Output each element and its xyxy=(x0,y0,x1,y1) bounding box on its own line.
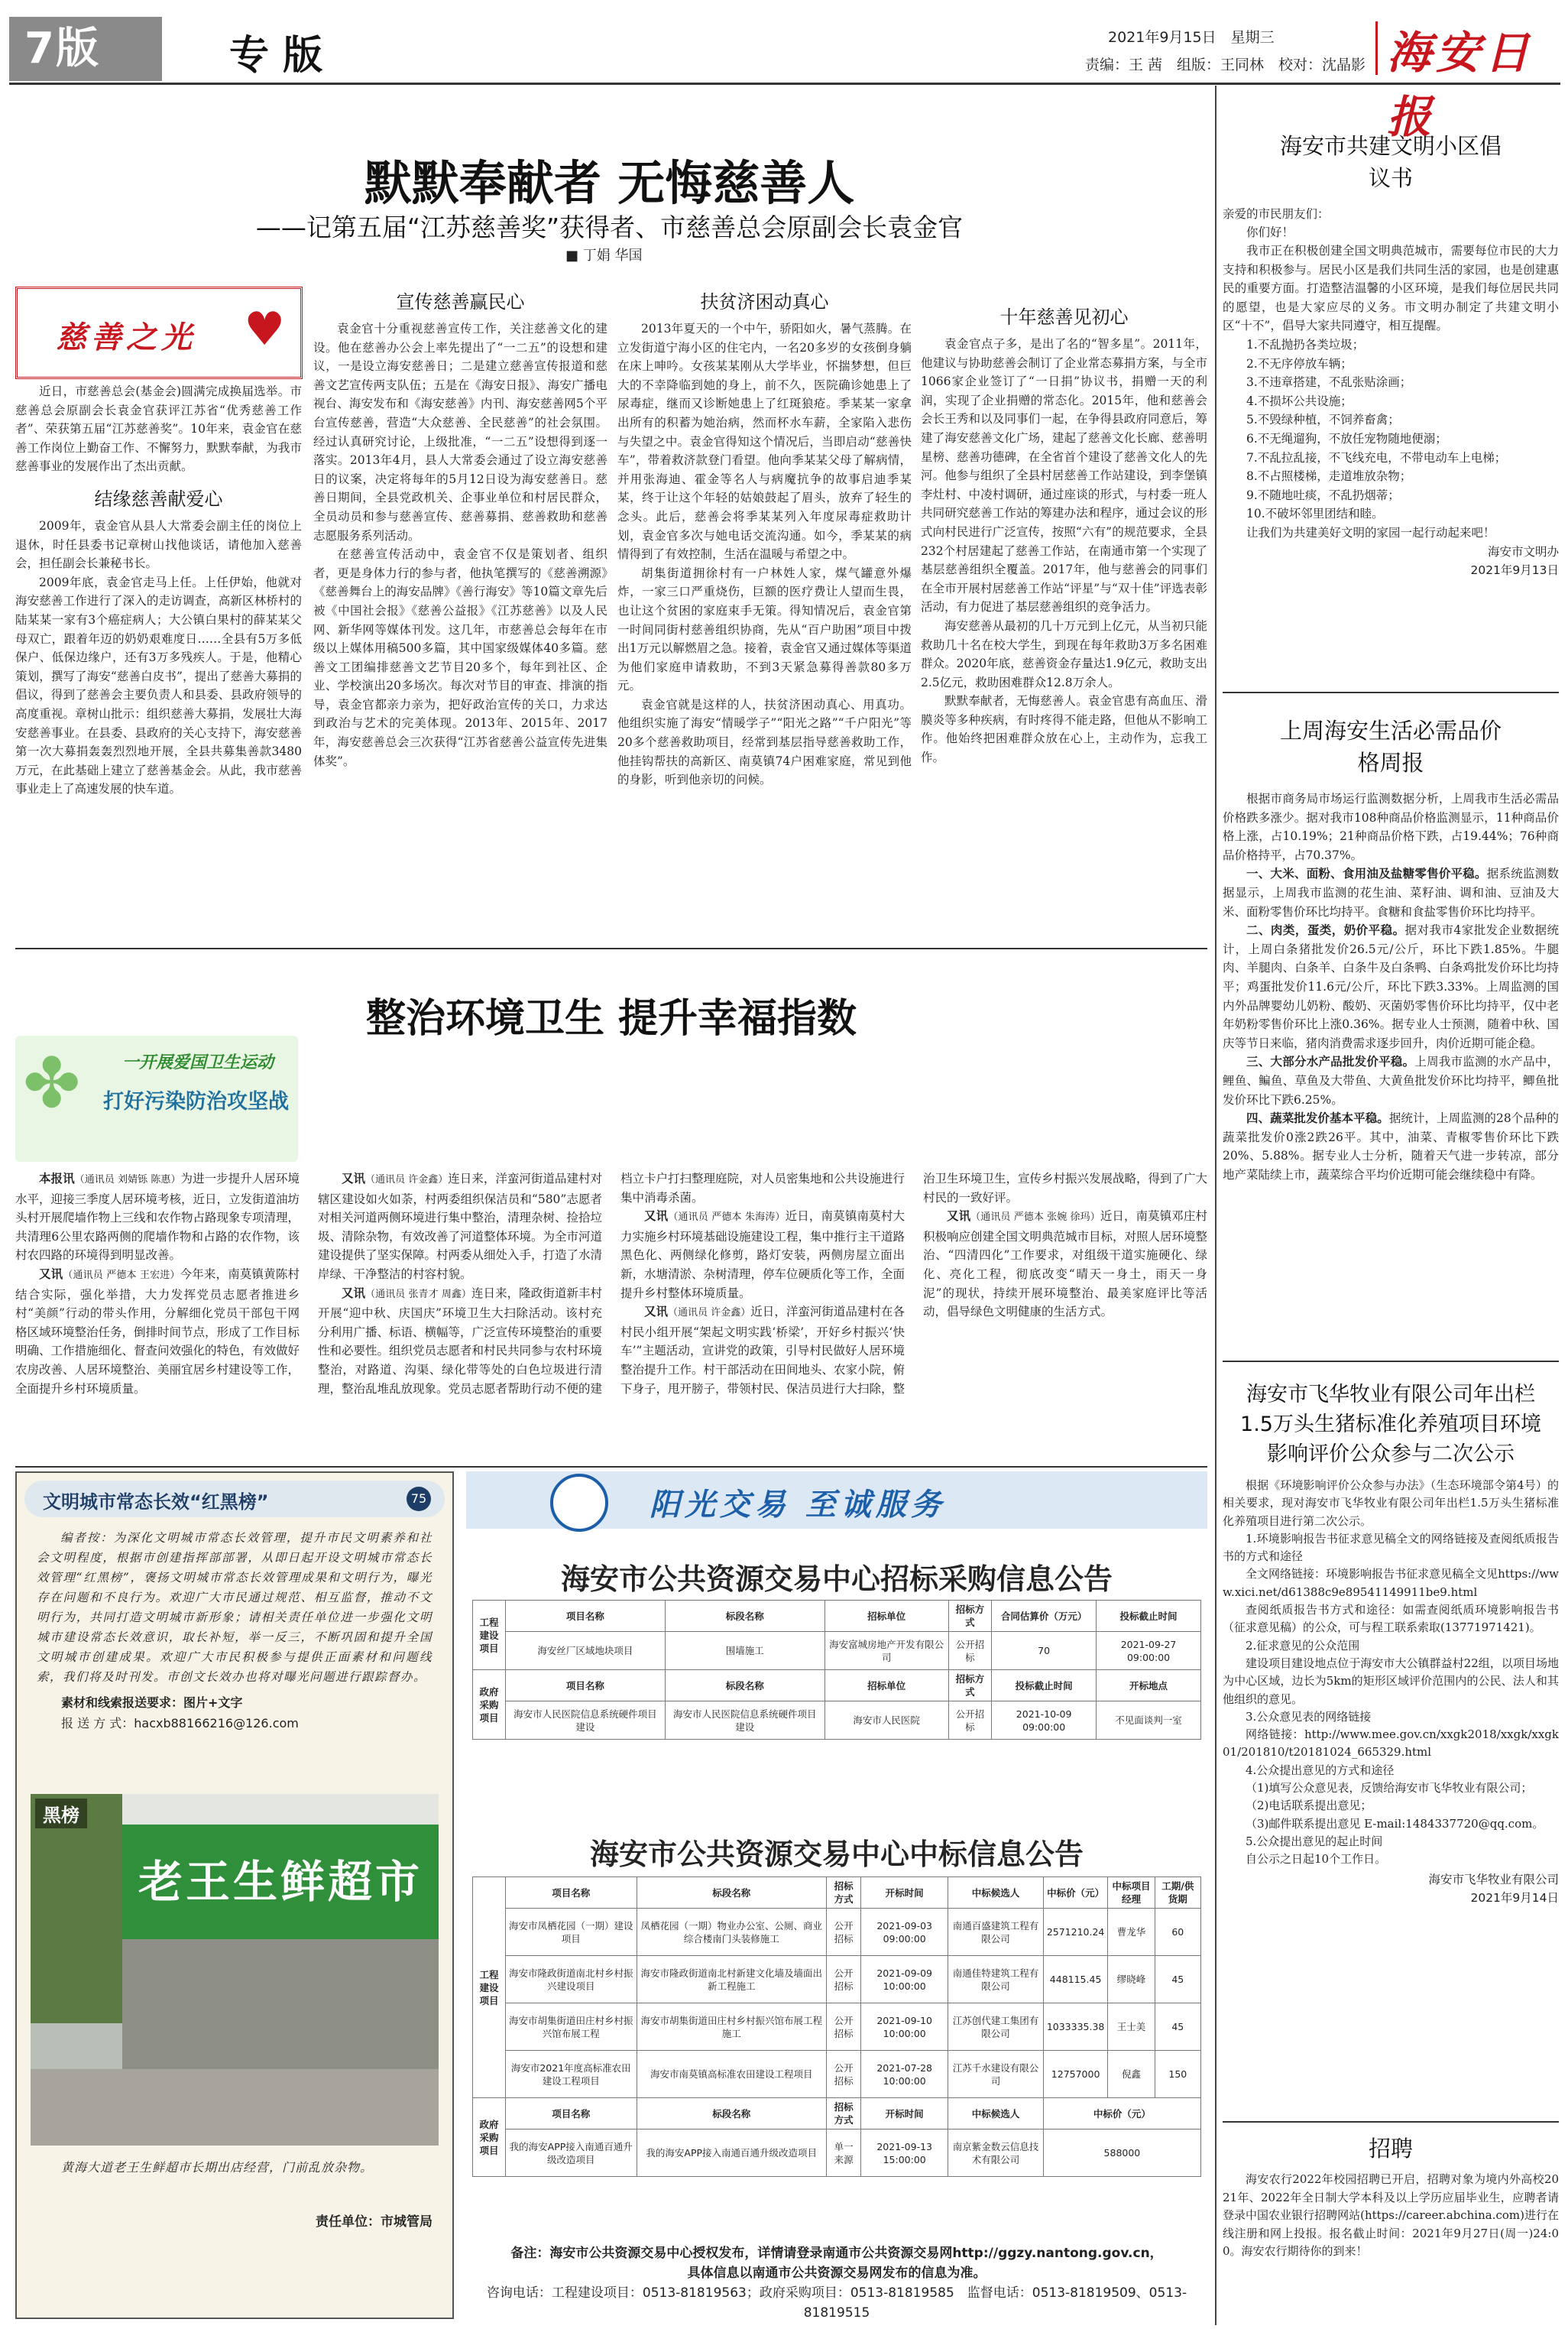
table-row xyxy=(473,2003,1201,2051)
editor-note: 编者按：为深化文明城市常态长效管理，提升市民文明素养和社会文明程度，根据市创建指挥部部署，从即日起开设文明城市常态长效管理“红黑榜”，褒扬文明城市常态长效管理成果和文明行为，曝光存在问题和不良行为。欢迎广大市民通过规范、相互监督，推动不文明行为，共同打造文明城市新形象；请相关责任单位进一步强化文明城市建设常态长效意识，取长补短，举一反三，不断巩固和提升全国文明城市创建成果。欢迎广大市民积极参与提供正面素材和问题线索，我们将及时刊发。市创文长效办也将对曝光问题进行跟踪督办。 xyxy=(37,1531,432,1684)
blackboard-number: 75 xyxy=(407,1487,431,1511)
black-list-photo xyxy=(31,1794,439,2146)
news-brief xyxy=(620,1207,905,1302)
cell: 缪晓峰 xyxy=(1108,1956,1155,2003)
paragraph xyxy=(1223,1053,1559,1109)
cell: 海安丝厂区域地块项目 xyxy=(506,1632,666,1670)
cell: 1033335.38 xyxy=(1043,2003,1108,2051)
paragraph: 2009年，袁金官从县人大常委会副主任的岗位上退休，时任县委书记章树山找他谈话，请他加入慈善会，担任副会长兼秘书长。 xyxy=(15,518,302,571)
cell: 2021-09-27 09:00:00 xyxy=(1097,1632,1201,1670)
cell: 曹龙华 xyxy=(1108,1909,1155,1956)
cell: 公开招标 xyxy=(948,1632,992,1670)
cell: 海安市胡集街道田庄村乡村振兴馆布展工程施工 xyxy=(637,2003,826,2051)
cell: 448115.45 xyxy=(1043,1956,1108,2003)
row-group-label: 工程建设项目 xyxy=(473,1601,506,1670)
list-item: 7.不乱拉乱接，不飞线充电，不带电动车上电梯； xyxy=(1246,450,1507,465)
cell: 王士美 xyxy=(1108,2003,1155,2051)
tender-table-wrap xyxy=(472,1600,1201,1740)
item-heading: 一、大米、面粉、食用油及盐糖零售价平稳。 xyxy=(1246,866,1487,881)
env-logo-line-2: 打好污染防治攻坚战 xyxy=(103,1090,289,1114)
section-heading-1: 结缘慈善献爱心 xyxy=(94,488,223,510)
list-item: 1.不乱抛扔各类垃圾； xyxy=(1246,337,1365,352)
cell: 2021-09-10 10:00:00 xyxy=(861,2003,948,2051)
table-row xyxy=(473,1909,1201,1956)
item-heading: 三、大部分水产品批发价平稳。 xyxy=(1246,1054,1415,1069)
cell: 45 xyxy=(1155,1956,1200,2003)
cell: 公开招标 xyxy=(948,1701,992,1740)
table-row xyxy=(473,2130,1201,2177)
column-header: 招标方式 xyxy=(948,1670,992,1701)
table-row xyxy=(473,2098,1201,2130)
cell: 南京紫金数云信息技术有限公司 xyxy=(948,2130,1044,2177)
paragraph: 袁金官点子多，是出了名的“智多星”。2011年，他建议与协助慈善会制订了企业常态募捐方案，与全市1066家企业签订了“一日捐”协议书，捐赠一天的利润，实现了企业捐赠的常态化。2015年，他和慈善会会长王秀和以及同事们一起，在争得县政府同意后，筹建了海安慈善文化广场，建起了慈善文化长廊、慈善明星榜、慈善功德碑，在全省首个建设了慈善文化人的先河。他参与组织了全县村居慈善工作站建设，到李堡镇李灶村、中凌村调研，通过座谈的形式，与村委一班人共同研究慈善工作站的筹建办法和程序，通过会议的形式向村民进行广泛宣传，按照“六有”的规范要求，全县232个村居建起了慈善工作站，在南通市第一个实现了基层慈善组织全覆盖。2017年，他与慈善会的同事们在全市开展村居慈善工作站“评星”与“双十佳”评选表彰活动，有力促进了基层慈善组织的竞争活力。 xyxy=(921,337,1207,615)
brief-text: 为进一步提升人居环境水平，迎接三季度人居环境考核，近日，立发街道油坊头村开展爬墙作物上三线和农作物占路现象专项清理，共清理6公里农路两侧的爬墙作物和占路的农作物，该村农四路的环境得到明显改善。 xyxy=(15,1172,300,1263)
cell: 海安市2021年度高标准农田建设工程项目 xyxy=(506,2051,637,2098)
trade-banner xyxy=(466,1471,1207,1529)
article-col-3 xyxy=(617,279,912,790)
paragraph xyxy=(1223,921,1559,1053)
column-header: 招标单位 xyxy=(824,1670,948,1701)
paragraph: 海安慈善从最初的几十万元到上亿元，从当初只能救助几十名在校大学生，到现在每年救助3万多名困难群众。2020年底，慈善资金存量达1.9亿元，救助支出2.5亿元，救助困难群众12.8万余人。 xyxy=(921,618,1207,689)
salutation: 亲爱的市民朋友们： xyxy=(1223,207,1330,221)
column-header: 开标时间 xyxy=(861,1877,948,1909)
cell: 45 xyxy=(1155,2003,1200,2051)
trade-slogan: 阳光交易 至诚服务 xyxy=(650,1487,946,1523)
column-header: 投标截止时间 xyxy=(1097,1601,1201,1632)
column-header: 投标截止时间 xyxy=(992,1670,1097,1701)
env-logo-line-1: 一开展爱国卫生运动 xyxy=(122,1053,274,1072)
charity-logo-text: 慈善之光 xyxy=(56,320,196,355)
brief-lead: 本报讯 xyxy=(39,1171,75,1186)
paragraph: 海安农行2022年校园招聘已开启，招聘对象为境内外高校2021年、2022年全日制大学本科及以上学历应届毕业生，应聘者请登录中国农业银行招聘网站(https://career.abchina.com)进行在线注册和网上投报。报名截止时间：2021年9月27日(周一)24:00。海安农行期待你的到来！ xyxy=(1223,2172,1559,2258)
brief-text: 连日来，洋蛮河街道品建村对辖区建设如火如荼，村两委组织保洁员和“580”志愿者对相关河道两侧环境进行集中整治，清理杂树、捡拾垃圾、清除杂物，有效改善了河道整体环境。为全市河道建设提供了坚实保障。村两委从细处入手，打造了水清岸绿、干净整洁的村容村貌。 xyxy=(318,1172,603,1281)
cell: 海安市人民医院 xyxy=(824,1701,948,1740)
column-header: 项目名称 xyxy=(506,1670,666,1701)
row-group-label: 政府采购项目 xyxy=(473,1670,506,1740)
brief-tag: （通讯员 严德本 王宏进） xyxy=(63,1269,180,1281)
brief-text: 近日，南莫镇南莫村大力实施乡村环境基础设施建设工程，集中推行主干道路黑色化、两侧绿化修剪，路灯安装，两侧房屋立面出新，水塘清淤、杂树清理，停车位硬质化等工作，全面提升乡村整体环境质量。 xyxy=(620,1209,905,1300)
sidebar-article-1 xyxy=(1223,130,1559,579)
column-header: 中标价（元） xyxy=(1043,1877,1108,1909)
paragraph: （3)邮件联系提出意见 E-mail:1484337720@qq.com。 xyxy=(1246,1816,1544,1831)
env-article-title: 整治环境卫生 提升幸福指数 xyxy=(365,995,857,1042)
paragraph: 在慈善宣传活动中，袁金官不仅是策划者、组织者，更是身体力行的参与者，他执笔撰写的《慈善溯源》《慈善舞台上的海安品牌》《善行海安》等10篇文章先后被《中国社会报》《慈善公益报》《江苏慈善》以及人民网、新华网等媒体刊发。这几年，市慈善总会每年在市级以上媒体用稿500多篇，其中国家级媒体40多篇。慈善文工团编排慈善文艺节目20多个，每年到社区、企业、学校演出20多场次。每次对节目的审查、排演的指导，袁金官都亲力亲为，把好政治宣传的关口，力求达到政治与艺术的完美体现。2013年、2015年、2017年，海安慈善总会三次获得“江苏省慈善公益宣传先进集体奖”。 xyxy=(313,547,607,768)
item-heading: 二、肉类，蛋类，奶价平稳。 xyxy=(1246,923,1405,938)
paragraph: 查阅纸质报告书方式和途径：如需查阅纸质环境影响报告书（征求意见稿）的公众，可与程工联系索取(13771971421)。 xyxy=(1223,1603,1559,1635)
paragraph: 自公示之日起10个工作日。 xyxy=(1246,1852,1387,1867)
submission-email: 报 送 方 式：hacxb88166216@126.com xyxy=(61,1716,299,1731)
paragraph: 让我们为共建美好文明的家园一起行动起来吧！ xyxy=(1246,525,1495,540)
sidebar-rule xyxy=(1223,2121,1559,2123)
signature: 海安市飞华牧业有限公司 xyxy=(1428,1872,1559,1886)
brief-lead: 又讯 xyxy=(342,1171,366,1186)
paragraph: 2009年底，袁金官走马上任。上任伊始，他就对海安慈善工作进行了深入的走访调查，高新区林桥村的陆某某一家有3个癌症病人；大公镇白果村的薛某某父母双亡，跟着年迈的奶奶艰难度日……全县有5万多低保户、低保边缘户，还有3万多残疾人。于是，他精心策划，撰写了海安“慈善白皮书”，提出了慈善大募捐的倡议，得到了慈善会主要负责人和县委、县政府领导的高度重视。章树山批示：组织慈善大募捐，发展壮大海安慈善事业。在县委、县政府的关心支持下，海安慈善第一次大募捐轰轰烈烈地开展，全县共募集善款3480万元，在此基础上建立了慈善基金会。从此，我市慈善事业走上了高速发展的快车道。 xyxy=(15,575,302,796)
brief-lead: 又讯 xyxy=(39,1266,63,1281)
brief-lead: 又讯 xyxy=(947,1208,971,1224)
rule-list xyxy=(1223,336,1559,524)
trade-footer xyxy=(466,2243,1207,2323)
cell: 不见面谈判一室 xyxy=(1097,1701,1201,1740)
paragraph: 根据《环境影响评价公众参与办法》（生态环境部令第4号）的相关要求，现对海安市飞华牧业有限公司年出栏1.5万头生猪标准化养殖项目进行第二次公示。 xyxy=(1223,1478,1559,1528)
section-heading-2: 宣传慈善赢民心 xyxy=(396,291,525,313)
cell: 海安市凤栖花园（一期）建设项目 xyxy=(506,1909,637,1956)
cell: 海安市隆政街道南北村乡村振兴建设项目 xyxy=(506,1956,637,2003)
paragraph: 全文网络链接：环境影响报告书征求意见稿全文见https://www.xici.net/d61388c9e89541149911be9.html xyxy=(1223,1567,1559,1599)
cell: 江苏千水建设有限公司 xyxy=(948,2051,1044,2098)
brief-tag: （通讯员 严德本 张婉 徐玛） xyxy=(970,1212,1100,1224)
env-logo xyxy=(15,1036,298,1162)
table-row xyxy=(473,2051,1201,2098)
paragraph: 3.公众意见表的网络链接 xyxy=(1246,1709,1372,1724)
header-rule xyxy=(9,83,1560,85)
header-divider xyxy=(1375,21,1378,75)
section-divider xyxy=(15,948,1207,949)
sidebar-rule xyxy=(1223,1361,1559,1362)
photo-road xyxy=(31,2069,439,2146)
brief-tag: （通讯员 张青才 周鑫） xyxy=(365,1288,471,1300)
brief-text: 近日，南莫镇邓庄村积极响应创建全国文明典范城市目标，对照人居环境整治、“四清四化”工作要求，对组级干道实施硬化、绿化、亮化工程，彻底改变“晴天一身土，雨天一身泥”的现状，持续开展环境整治、最美家庭评比等活动，倡导绿色文明健康的生活方式。 xyxy=(923,1209,1208,1319)
cell: 2571210.24 xyxy=(1043,1909,1108,1956)
column-header: 招标方式 xyxy=(826,2098,860,2130)
column-header: 项目名称 xyxy=(506,2098,637,2130)
table-row xyxy=(473,1670,1201,1701)
list-item: 9.不随地吐痰，不乱扔烟蒂； xyxy=(1246,488,1400,502)
cell: 海安市南莫镇高标准农田建设工程项目 xyxy=(637,2051,826,2098)
section-name: 专 版 xyxy=(229,32,323,79)
article-title: 默默奉献者 无悔慈善人 xyxy=(364,155,855,211)
blackboard-header xyxy=(24,1481,445,1517)
brief-tag: （通讯员 许金鑫） xyxy=(668,1307,751,1319)
cell: 南通百盛建筑工程有限公司 xyxy=(948,1909,1044,1956)
cell: 我的海安APP接入南通百通升级改造项目 xyxy=(506,2130,637,2177)
paragraph: 袁金官就是这样的人，扶贫济困动真心、用真功。他组织实施了海安“情暖学子”“阳光之路”“千户阳光”等20多个慈善救助项目，经常到基层指导慈善救助工作，他挂钩帮扶的高新区、南莫镇74户困难家庭，常见到他的身影，听到他亲切的问候。 xyxy=(617,697,912,787)
section-heading-4: 十年慈善见初心 xyxy=(999,307,1129,328)
column-header: 招标单位 xyxy=(824,1601,948,1632)
news-brief xyxy=(923,1207,1207,1322)
brief-text: 近日，洋蛮河街道品建村在各村民小组开展“架起文明实践‘桥梁’，开好乡村振兴‘快车’”主题活动，宣讲党的政策，引导村民做好人居环境整治提升工作。村干部活动在田间地头、农家小院，俯下身子，甩开膀子，带领村民、保洁员进行大扫除，整治卫生环境卫生，宣传乡村振兴发展战略，得到了广大村民的一致好评。 xyxy=(620,1172,1208,1396)
trade-ad xyxy=(466,1471,1207,2321)
page-number-tab xyxy=(9,17,162,81)
brief-text: 今年来，南莫镇黄陈村结合实际，强化举措，大力发挥党员志愿者推进乡村“美颜”行动的带头作用，分解细化党员干部包干网格区域环境整治任务，倒排时间节点，形成了工作目标明确、工作措施细化、督查问效强化的特色，有效做好农房改善、人居环境整治、美丽宜居乡村建设等工作，全面提升乡村环境质量。 xyxy=(15,1267,300,1396)
row-group-label: 工程建设项目 xyxy=(473,1877,506,2098)
column-header: 合同估算价（万元） xyxy=(992,1601,1097,1632)
tender-table xyxy=(472,1600,1201,1740)
cell: 2021-10-09 09:00:00 xyxy=(992,1701,1097,1740)
column-header: 项目名称 xyxy=(506,1601,666,1632)
paragraph: 我市正在积极创建全国文明典范城市，需要每位市民的大力支持和积极参与。居民小区是我们共同生活的家园，也是创建惠民的重要方面。打造整洁温馨的小区环境，是我们每位居民共同的愿望，也是大家应尽的义务。市文明办制定了共建文明小区“十不”，倡导大家共同遵守，相互提醒。 xyxy=(1223,244,1559,333)
news-brief xyxy=(15,1169,300,1265)
heart-icon: ♥ xyxy=(244,303,285,356)
paragraph: 袁金官十分重视慈善宣传工作，关注慈善文化的建设。他在慈善办公会上率先提出了“一二五”的设想和建议，一是设立海安慈善日；二是建立慈善宣传报道和慈善文艺宣传两支队伍；五是在《海安日报》、海安广播电视台、海安发布和《海安慈善》内刊、海安慈善网5个平台宣传慈善，营造“大众慈善、全民慈善”的社会氛围。经过认真研究讨论，上级批准，“一二五”设想得到逐一落实。2013年4月，县人大常委会通过了设立海安慈善日的议案，决定将每年的5月12日设为海安慈善日。慈善日期间，全县党政机关、企事业单位和村居民群众，全员动员和参与慈善宣传、慈善募捐、慈善救助和慈善志愿服务系列活动。 xyxy=(313,322,607,543)
news-brief xyxy=(318,1169,602,1284)
award-table xyxy=(472,1876,1201,2177)
paragraph: 1.环境影响报告书征求意见稿全文的网络链接及查阅纸质报告书的方式和途径 xyxy=(1223,1531,1559,1564)
env-article-body xyxy=(15,1169,1207,1460)
column-header: 开标时间 xyxy=(861,2098,948,2130)
column-header: 中标价（元） xyxy=(1043,2098,1200,2130)
signature-date: 2021年9月14日 xyxy=(1470,1890,1559,1905)
cell: 70 xyxy=(992,1632,1097,1670)
paragraph: 4.公众提出意见的方式和途径 xyxy=(1246,1763,1395,1777)
section-divider xyxy=(15,1466,1207,1468)
article-col-2 xyxy=(313,279,607,770)
sidebar-divider xyxy=(1215,86,1216,2325)
cell: 海安市人民医院信息系统硬件项目建设 xyxy=(506,1701,666,1740)
brief-text: 连日来，隆政街道新丰村开展“迎中秋、庆国庆”环境卫生大扫除活动。该村充分利用广播、标语、横幅等，广泛宣传环境整治的重要性和必要性。组织党员志愿者和村民共同参与农村环境整治，对路道、沟渠、绿化带等处的白色垃圾进行清理，整治乱堆乱放现象。党员志愿者帮助行动不便的建档立卡户打扫整理庭院，对人员密集地和公共设施进行集中消毒杀菌。 xyxy=(318,1172,905,1396)
trade-title-2: 海安市公共资源交易中心中标信息公告 xyxy=(589,1837,1084,1871)
article-subtitle: ——记第五届“江苏慈善奖”获得者、市慈善总会原副会长袁金官 xyxy=(255,212,964,242)
trade-footer-line: 具体信息以南通市公共资源交易网发布的信息为准。 xyxy=(687,2266,986,2281)
column-header: 中标候选人 xyxy=(948,1877,1044,1909)
black-list-label: 黑榜 xyxy=(35,1799,87,1828)
paragraph: 胡集街道拥徐村有一户林姓人家，煤气罐意外爆炸，一家三口严重烧伤，巨额的医疗费让人望而生畏，也让这个贫困的家庭束手无策。得知情况后，袁金官第一时间同街村慈善组织协商，先从“百户助困”项目中拨出1万元以解燃眉之急。接着，袁金官又通过媒体等渠道为他们家庭申请救助，不到3天紧急募得善款80多万元。 xyxy=(617,566,912,693)
blackboard-title: 文明城市常态长效“红黑榜” xyxy=(43,1491,269,1513)
paragraph: 根据市商务局市场运行监测数据分析，上周我市生活必需品价格跌多涨少。据对我市108种商品价格监测显示，11种商品价格上涨，占10.19%；21种商品价格下跌，占19.44%；76种商品价格持平，占70.37%。 xyxy=(1223,792,1559,862)
award-table-wrap xyxy=(472,1876,1201,2177)
brief-tag: （通讯员 严德本 朱海涛） xyxy=(668,1212,786,1224)
cell: 凤栖花园（一期）物业办公室、公厕、商业综合楼南门头装修施工 xyxy=(637,1909,826,1956)
brief-lead: 又讯 xyxy=(644,1304,669,1319)
article-col-1 xyxy=(15,382,302,799)
charity-column-logo xyxy=(15,287,303,379)
trade-emblem-icon xyxy=(550,1474,608,1532)
list-item: 10.不破坏邻里团结和睦。 xyxy=(1246,507,1384,521)
column-header: 标段名称 xyxy=(637,1877,826,1909)
list-item: 6.不无绳遛狗，不放任宠物随地便溺； xyxy=(1246,431,1447,446)
paragraph: 默默奉献者，无悔慈善人。袁金官患有高血压、滑膜炎等多种疾病，有时疼得不能走路，但他从不影响工作。他始终把困难群众放在心上，主动作为，忘我工作。 xyxy=(921,694,1207,765)
greeting: 你们好！ xyxy=(1246,225,1294,239)
issue-date: 2021年9月15日 星期三 xyxy=(1108,29,1275,46)
column-header: 开标地点 xyxy=(1097,1670,1201,1701)
paragraph: 2.征求意见的公众范围 xyxy=(1246,1638,1360,1653)
item-heading: 四、蔬菜批发价基本平稳。 xyxy=(1246,1111,1389,1126)
cell: 公开招标 xyxy=(826,1956,860,2003)
article-byline: ■ 丁娟 华国 xyxy=(565,248,643,264)
sidebar-article-3 xyxy=(1223,1380,1559,1907)
cell: 江苏创代建工集团有限公司 xyxy=(948,2003,1044,2051)
brief-lead: 又讯 xyxy=(644,1208,669,1224)
paragraph: 2013年夏天的一个中午，骄阳如火，暑气蒸腾。在立发街道宁海小区的住宅内，一名20多岁的女孩倒身躺在床上呻吟。女孩某某刚从大学毕业，怀揣梦想，但巨大的不幸降临到她的身上，前不久，医院确诊她患上了尿毒症，继而又诊断她患上了红斑狼疮。季某某一家拿出所有的积蓄为她治病，然而杯水车薪，全家陷入悲伤与失望之中。袁金官得知这个情况后，当即启动“慈善快车”，带着救济款登门看望。他向季某某父母了解病情，并用张海迪、霍金等名人与病魔抗争的故事启迪季某某，终于让这个年轻的姑娘鼓起了眉头，放弃了轻生的念头。此后，慈善会将季某某列入年度尿毒症救助计划，袁金官多次与她电话交流沟通。如今，季某某的病情得到了有效控制，生活在温暖与希望之中。 xyxy=(617,322,912,562)
column-header: 标段名称 xyxy=(665,1601,824,1632)
cell: 围墙施工 xyxy=(665,1632,824,1670)
paragraph xyxy=(1223,864,1559,921)
column-header: 招标方式 xyxy=(826,1877,860,1909)
paragraph: 5.公众提出意见的起止时间 xyxy=(1246,1834,1383,1848)
responsible-unit: 责任单位：市城管局 xyxy=(316,2214,432,2230)
list-item: 4.不损坏公共设施； xyxy=(1246,394,1353,408)
photo-caption: 黄海大道老王生鲜超市长期出店经营，门前乱放杂物。 xyxy=(61,2160,374,2175)
signature-date: 2021年9月13日 xyxy=(1470,563,1559,577)
column-header: 中标候选人 xyxy=(948,2098,1044,2130)
blackboard-box xyxy=(15,1471,454,2319)
cell: 2021-07-28 10:00:00 xyxy=(861,2051,948,2098)
signature: 海安市文明办 xyxy=(1487,544,1559,559)
cell: 2021-09-03 09:00:00 xyxy=(861,1909,948,1956)
column-header: 标段名称 xyxy=(665,1670,824,1701)
paragraph: 建设项目建设地点位于海安市大公镇群益村22组，以项目场地为中心区域，边长为5km的矩形区域评价范围内的公民、法人和其他组织的意见。 xyxy=(1223,1656,1559,1706)
trade-footer-line: 咨询电话：工程建设项目：0513-81819563；政府采购项目：0513-81819585 监督电话：0513-81819509、0513-81819515 xyxy=(486,2285,1187,2321)
list-item: 5.不毁绿种植，不饲养畜禽； xyxy=(1246,413,1400,427)
section-heading-3: 扶贫济困动真心 xyxy=(700,291,829,313)
masthead-logo xyxy=(1387,17,1568,145)
trade-footer-line: 备注：海安市公共资源交易中心授权发布，详情请登录南通市公共资源交易网http://ggzy.nantong.gov.cn， xyxy=(510,2246,1163,2261)
column-header: 中标项目经理 xyxy=(1108,1877,1155,1909)
table-row xyxy=(473,1601,1201,1632)
sidebar-heading: 上周海安生活必需品价格周报 xyxy=(1279,718,1502,776)
notice-body xyxy=(1223,1477,1559,1869)
sidebar-article-2 xyxy=(1223,715,1559,1184)
paragraph: （2)电话联系提出意见； xyxy=(1246,1799,1372,1813)
paragraph xyxy=(1223,1109,1559,1184)
brief-tag: （通讯员 刘婧铄 陈惠） xyxy=(74,1174,181,1186)
table-row xyxy=(473,1956,1201,2003)
sidebar-heading: 海安市飞华牧业有限公司年出栏1.5万头生猪标准化养殖项目环境影响评价公众参与二次公示 xyxy=(1240,1383,1541,1466)
cell: 海安富城房地产开发有限公司 xyxy=(824,1632,948,1670)
cell: 南通佳特建筑工程有限公司 xyxy=(948,1956,1044,2003)
article-lead: 近日，市慈善总会(基金会)圆满完成换届选举。市慈善总会原副会长袁金官获评江苏省“优秀慈善工作者”、荣获第五届“江苏慈善奖”。10年来，袁金官在慈善工作岗位上勤奋工作、不懈努力，默默奉献，为我市慈善事业的发展作出了杰出贡献。 xyxy=(15,384,302,474)
store-sign-text: 老王生鲜超市 xyxy=(138,1856,423,1908)
column-header: 项目名称 xyxy=(506,1877,637,1909)
material-requirement: 素材和线索报送要求：图片+文字 xyxy=(61,1695,243,1710)
editor-credits: 责编：王 茜 组版：王同林 校对：沈晶影 xyxy=(1085,57,1366,73)
list-item: 2.不无序停放车辆； xyxy=(1246,356,1353,371)
sidebar-heading: 招聘 xyxy=(1368,2136,1413,2162)
cell: 2021-09-13 15:00:00 xyxy=(861,2130,948,2177)
cell: 公开招标 xyxy=(826,2003,860,2051)
cell: 12757000 xyxy=(1043,2051,1108,2098)
item-text: 据统计，上周监测的28个品种的蔬菜批发价0涨2跌26平。其中，油菜、青椒零售价环比下跌20%、5.88%。据专业人士分析，随着天气进一步转凉，部分地产菜陆续上市，蔬菜综合平均价近期可能会继续稳中有降。 xyxy=(1223,1111,1559,1182)
cell: 公开招标 xyxy=(826,2051,860,2098)
cell: 海安市人民医院信息系统硬件项目建设 xyxy=(665,1701,824,1740)
column-header: 工期/供货期 xyxy=(1155,1877,1200,1909)
item-text: 据对我市4家批发企业数据统计，上周白条猪批发价26.5元/公斤，环比下跌1.85%。牛腿肉、羊腿肉、白条羊、白条牛及白条鸭、白条鸡批发价环比均持平；鸡蛋批发价11.6元/公斤，环比下跌3.33%。上周监测的国内外品牌婴幼儿奶粉、酸奶、灭菌奶零售价环比均持平，仅中老年奶粉零售价环比上涨0.36%。据专业人士预测，随着中秋、国庆等节日来临，猪肉消费需求逐步回升，肉价近期可能企稳。 xyxy=(1223,923,1559,1050)
paragraph: 网络链接：http://www.mee.gov.cn/xxgk2018/xxgk/xxgk01/201810/t20181024_665329.html xyxy=(1223,1727,1559,1760)
brief-lead: 又讯 xyxy=(342,1285,366,1300)
windmill-icon: ✤ xyxy=(23,1043,81,1124)
store-front xyxy=(122,1939,439,2069)
paragraph: （1)填写公众意见表，反馈给海安市飞华牧业有限公司； xyxy=(1246,1781,1533,1795)
table-row xyxy=(473,1632,1201,1670)
item-text: 上周我市监测的水产品中，鲤鱼、鳊鱼、草鱼及大带鱼、大黄鱼批发价环比均持平，鲫鱼批发价环比下跌6.25%。 xyxy=(1223,1055,1559,1107)
page-number: 7版 xyxy=(24,24,100,73)
cell: 公开招标 xyxy=(826,1909,860,1956)
store-signboard xyxy=(122,1825,439,1939)
sidebar-article-4 xyxy=(1223,2133,1559,2261)
brief-tag: （通讯员 许金鑫） xyxy=(365,1174,449,1186)
photo-tree xyxy=(31,1794,122,2023)
sidebar-heading: 海安市共建文明小区倡议书 xyxy=(1279,133,1502,191)
cell: 倪鑫 xyxy=(1108,2051,1155,2098)
cell: 60 xyxy=(1155,1909,1200,1956)
table-row xyxy=(473,1877,1201,1909)
trade-title-1: 海安市公共资源交易中心招标采购信息公告 xyxy=(560,1562,1113,1596)
table-row xyxy=(473,1701,1201,1740)
row-group-label: 政府采购项目 xyxy=(473,2098,506,2177)
cell: 588000 xyxy=(1043,2130,1200,2177)
cell: 150 xyxy=(1155,2051,1200,2098)
masthead-text: 海安日报 xyxy=(1387,27,1534,143)
sidebar-rule xyxy=(1223,692,1559,693)
list-item: 3.不违章搭建，不乱张贴涂画； xyxy=(1246,375,1412,390)
news-brief xyxy=(15,1265,300,1398)
column-header: 标段名称 xyxy=(637,2098,826,2130)
cell: 海安市隆政街道南北村新建文化墙及墙面出新工程施工 xyxy=(637,1956,826,2003)
list-item: 8.不占照楼梯，走道堆放杂物； xyxy=(1246,469,1412,484)
item-text: 据系统监测数据显示，上周我市监测的花生油、菜籽油、调和油、豆油及大米、面粉零售价环比均持平。食糖和食盐零售价环比均持平。 xyxy=(1223,867,1559,919)
article-col-4 xyxy=(921,294,1207,767)
cell: 我的海安APP接入南通百通升级改造项目 xyxy=(637,2130,826,2177)
column-header: 招标方式 xyxy=(948,1601,992,1632)
cell: 海安市胡集街道田庄村乡村振兴馆布展工程 xyxy=(506,2003,637,2051)
cell: 2021-09-09 10:00:00 xyxy=(861,1956,948,2003)
cell: 单一来源 xyxy=(826,2130,860,2177)
